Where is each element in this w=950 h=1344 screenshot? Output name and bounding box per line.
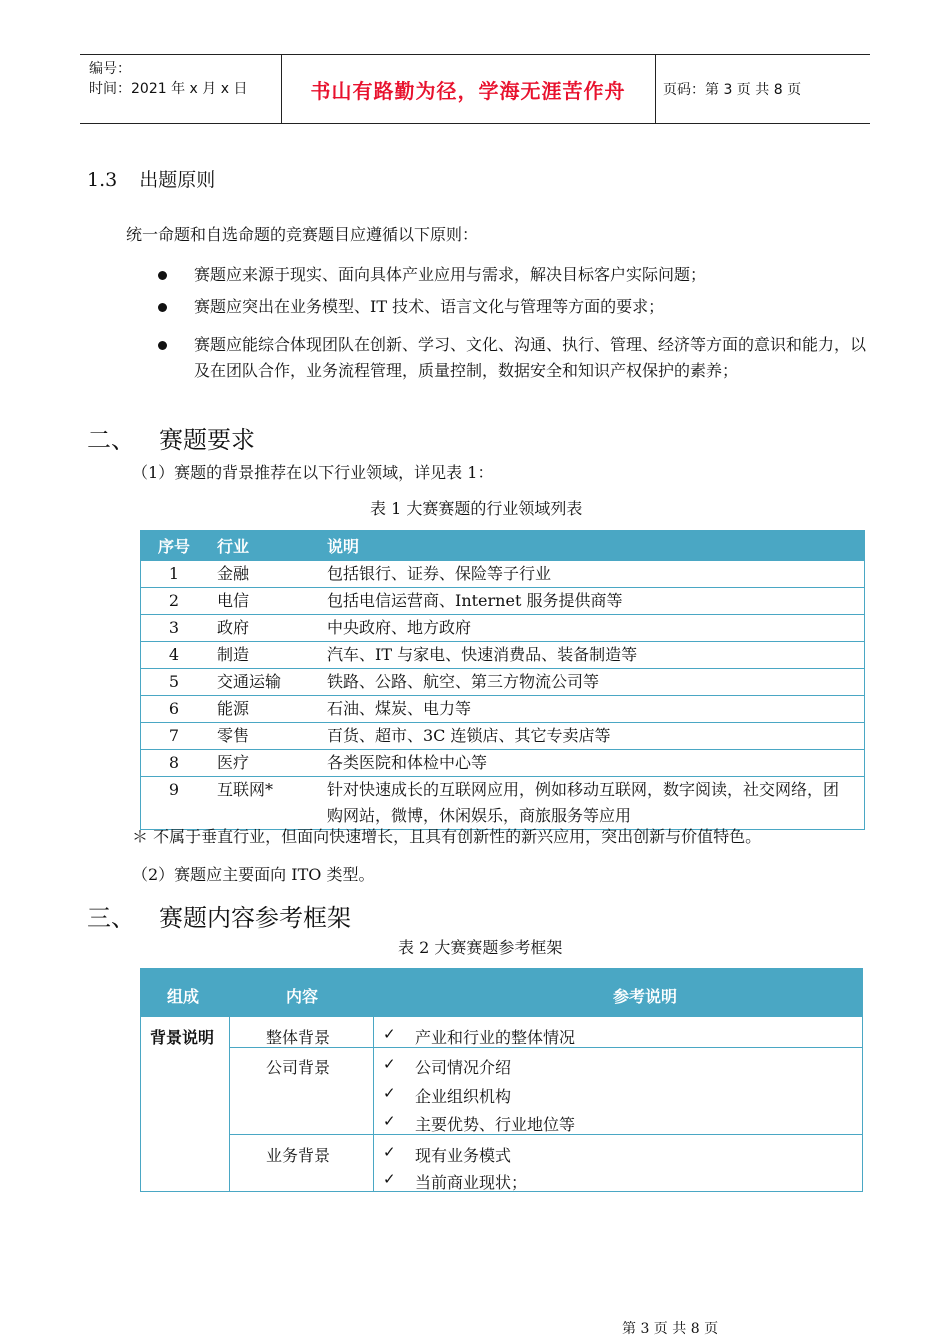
section-number: 三、 xyxy=(87,904,135,932)
section-number: 二、 xyxy=(87,426,135,454)
paragraph: （1）赛题的背景推荐在以下行业领域，详见表 1： xyxy=(132,463,494,482)
cell-no: 6 xyxy=(168,699,180,718)
table-header-row xyxy=(141,531,864,560)
table-row xyxy=(141,749,864,776)
checkmark-icon: ✓ xyxy=(383,1112,396,1130)
cell-description: 包括银行、证券、保险等子行业 xyxy=(327,564,552,583)
cell-description: 各类医院和体检中心等 xyxy=(327,753,488,772)
column-header-description: 说明 xyxy=(327,537,360,556)
cell-industry: 金融 xyxy=(217,564,250,583)
checkmark-icon: ✓ xyxy=(383,1143,396,1161)
table-row xyxy=(141,614,864,641)
note-item: 现有业务模式 xyxy=(415,1146,512,1165)
bullet-dot-icon xyxy=(158,341,167,350)
cell-no: 7 xyxy=(168,726,180,745)
list-item xyxy=(158,294,866,320)
cell-industry: 交通运输 xyxy=(217,672,282,691)
header-divider xyxy=(655,55,656,123)
column-header-notes: 参考说明 xyxy=(613,987,678,1006)
column-divider xyxy=(373,1017,374,1192)
header-meta xyxy=(89,59,247,99)
note-item: 主要优势、行业地位等 xyxy=(415,1115,576,1134)
section-heading-2 xyxy=(87,420,255,455)
content-cell: 业务背景 xyxy=(266,1146,331,1165)
section-title: 出题原则 xyxy=(139,169,216,191)
cell-industry: 医疗 xyxy=(217,753,250,772)
table-row xyxy=(141,641,864,668)
cell-description: 铁路、公路、航空、第三方物流公司等 xyxy=(327,672,600,691)
column-header-composition: 组成 xyxy=(167,987,200,1006)
column-header-no: 序号 xyxy=(157,537,190,556)
checkmark-icon: ✓ xyxy=(383,1084,396,1102)
cell-no: 1 xyxy=(168,564,180,583)
table-row xyxy=(141,668,864,695)
cell-no: 2 xyxy=(168,591,180,610)
cell-description: 中央政府、地方政府 xyxy=(327,618,472,637)
table-row xyxy=(141,695,864,722)
framework-table xyxy=(140,968,863,1192)
cell-no: 5 xyxy=(168,672,180,691)
cell-no: 3 xyxy=(168,618,180,637)
checkmark-icon: ✓ xyxy=(383,1170,396,1188)
table-caption: 表 2 大赛赛题参考框架 xyxy=(398,938,563,957)
table-row xyxy=(141,776,864,829)
industry-table xyxy=(140,530,865,830)
column-header-industry: 行业 xyxy=(217,537,250,556)
table-header-row xyxy=(141,969,862,1017)
cell-industry: 能源 xyxy=(217,699,250,718)
bullet-dot-icon xyxy=(158,271,167,280)
cell-description: 包括电信运营商、Internet 服务提供商等 xyxy=(327,591,623,610)
cell-no: 9 xyxy=(168,780,180,799)
intro-paragraph: 统一命题和自选命题的竞赛题目应遵循以下原则： xyxy=(126,225,479,244)
page-header xyxy=(80,54,870,124)
table-row xyxy=(141,560,864,587)
cell-no: 8 xyxy=(168,753,180,772)
cell-industry: 政府 xyxy=(217,618,250,637)
cell-industry: 电信 xyxy=(217,591,250,610)
cell-no: 4 xyxy=(168,645,180,664)
page-footer: 第 3 页 共 8 页 xyxy=(622,1321,719,1337)
section-title: 赛题内容参考框架 xyxy=(159,904,351,932)
date-label: 时间：2021 年 x 月 x 日 xyxy=(89,81,248,97)
section-number: 1.3 xyxy=(87,169,118,191)
list-item xyxy=(158,262,866,288)
list-item xyxy=(158,332,866,384)
column-divider xyxy=(229,1017,230,1192)
bullet-dot-icon xyxy=(158,303,167,312)
column-header-content: 内容 xyxy=(286,987,319,1006)
cell-industry: 制造 xyxy=(217,645,250,664)
note-item: 公司情况介绍 xyxy=(415,1058,512,1077)
table-row xyxy=(141,722,864,749)
list-item-text: 赛题应能综合体现团队在创新、学习、文化、沟通、执行、管理、经济等方面的意识和能力，以及在团队合作，业务流程管理，质量控制，数据安全和知识产权保护的素养； xyxy=(194,335,867,380)
table-footnote: ＊ 不属于垂直行业，但面向快速增长，且具有创新性的新兴应用，突出创新与价值特色。 xyxy=(132,827,762,846)
section-title: 赛题要求 xyxy=(159,426,255,454)
paragraph: （2）赛题应主要面向 ITO 类型。 xyxy=(132,865,375,884)
note-item: 企业组织机构 xyxy=(415,1087,512,1106)
list-item-text: 赛题应来源于现实、面向具体产业应用与需求，解决目标客户实际问题； xyxy=(194,265,707,284)
group-label: 背景说明 xyxy=(150,1028,215,1047)
section-heading-1-3 xyxy=(87,165,237,192)
header-motto: 书山有路勤为径，学海无涯苦作舟 xyxy=(310,78,626,103)
note-item: 产业和行业的整体情况 xyxy=(415,1028,576,1047)
cell-description: 石油、煤炭、电力等 xyxy=(327,699,472,718)
number-label: 编号： xyxy=(89,61,131,77)
checkmark-icon: ✓ xyxy=(383,1025,396,1043)
cell-description: 针对快速成长的互联网应用，例如移动互联网，数字阅读，社交网络，团购网站，微博，休闲娱乐，商旅服务等应用 xyxy=(327,780,840,825)
content-cell: 公司背景 xyxy=(266,1058,331,1077)
header-page-info: 页码：第 3 页 共 8 页 xyxy=(663,82,802,98)
content-cell: 整体背景 xyxy=(266,1028,331,1047)
cell-industry: 零售 xyxy=(217,726,250,745)
note-item: 当前商业现状； xyxy=(415,1173,528,1192)
section-heading-3 xyxy=(87,898,351,933)
cell-description: 百货、超市、3C 连锁店、其它专卖店等 xyxy=(327,726,611,745)
cell-description: 汽车、IT 与家电、快速消费品、装备制造等 xyxy=(327,645,638,664)
list-item-text: 赛题应突出在业务模型、IT 技术、语言文化与管理等方面的要求； xyxy=(194,297,665,316)
table-row xyxy=(141,587,864,614)
cell-industry: 互联网* xyxy=(217,780,274,799)
table-caption: 表 1 大赛赛题的行业领域列表 xyxy=(370,499,583,518)
checkmark-icon: ✓ xyxy=(383,1055,396,1073)
